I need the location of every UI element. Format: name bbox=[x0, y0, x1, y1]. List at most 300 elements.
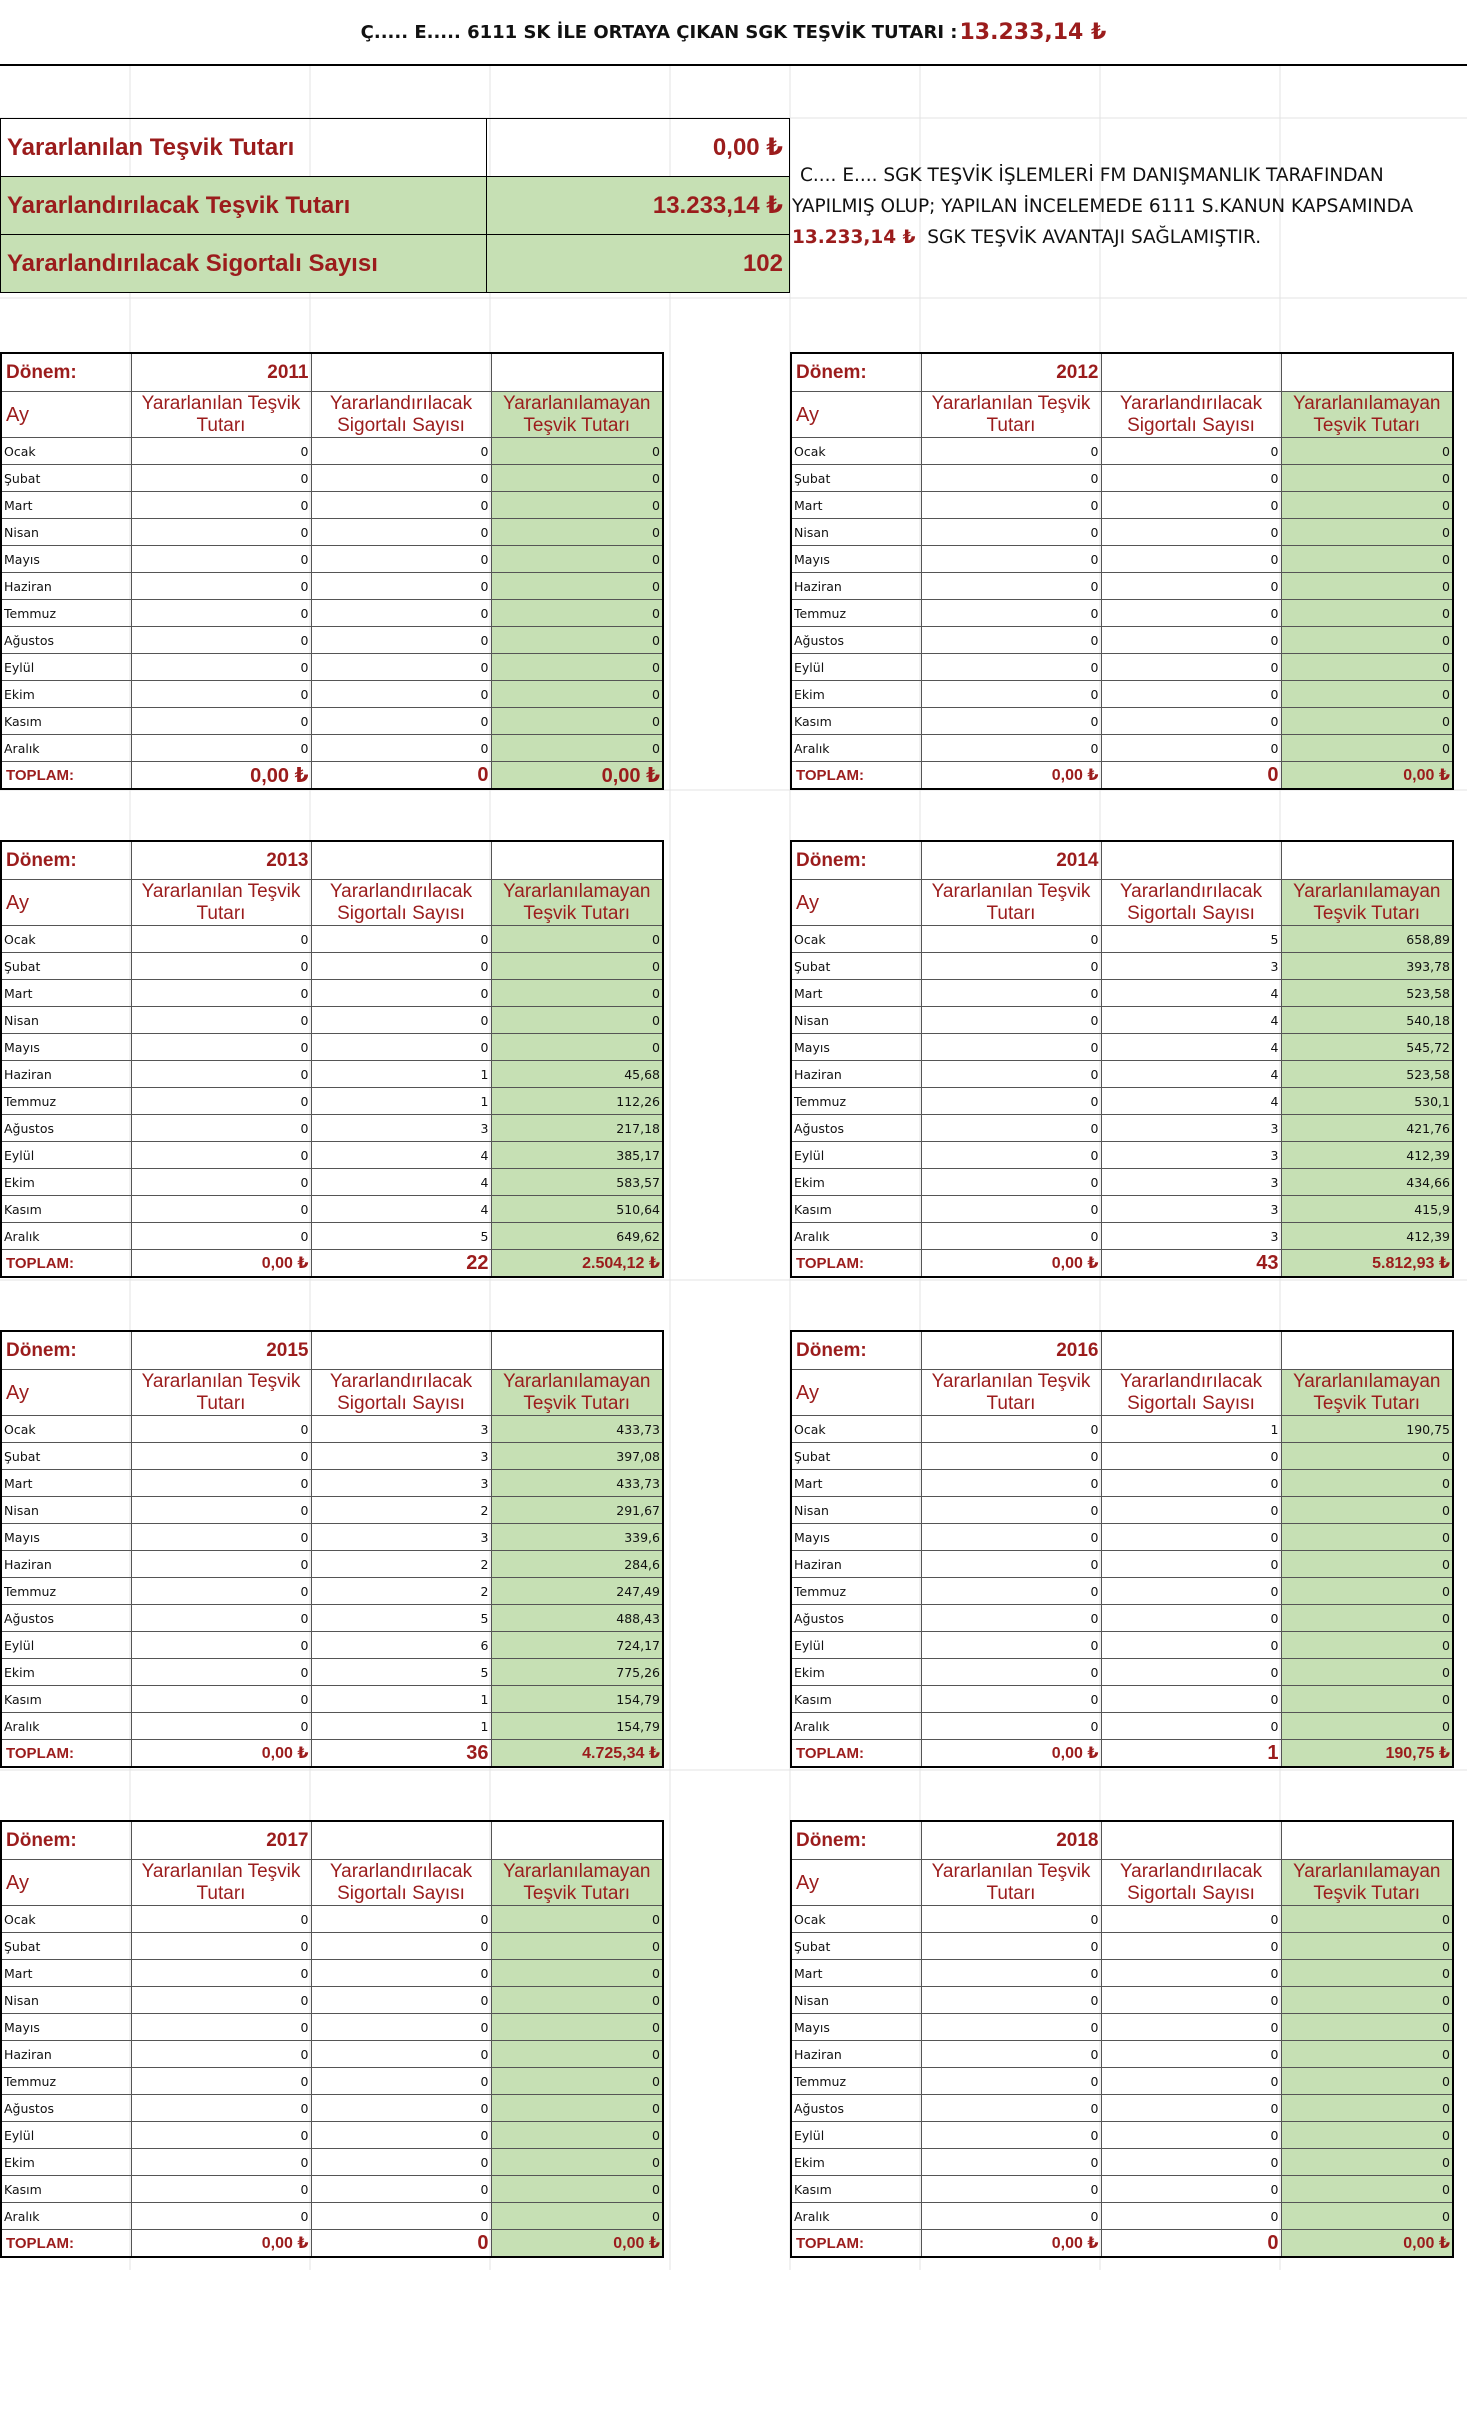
month-cell: Ocak bbox=[1, 1906, 131, 1933]
used-cell: 0 bbox=[131, 519, 311, 546]
unused-cell: 0 bbox=[491, 546, 663, 573]
summary-label: Yararlandırılacak Teşvik Tutarı bbox=[1, 177, 487, 235]
unused-cell: 0 bbox=[491, 2041, 663, 2068]
count-cell: 0 bbox=[1101, 654, 1281, 681]
count-cell: 3 bbox=[1101, 1196, 1281, 1223]
month-cell: Temmuz bbox=[1, 1578, 131, 1605]
unused-cell: 0 bbox=[491, 735, 663, 762]
table-row bbox=[1, 519, 663, 546]
header-blank bbox=[491, 1821, 663, 1860]
table-row bbox=[791, 1960, 1453, 1987]
column-header-month: Ay bbox=[791, 880, 921, 926]
unused-cell: 0 bbox=[491, 600, 663, 627]
unused-cell: 0 bbox=[491, 1007, 663, 1034]
used-cell: 0 bbox=[131, 1578, 311, 1605]
column-header-used: Yararlanılan Teşvik Tutarı bbox=[131, 1370, 311, 1416]
summary-value: 102 bbox=[487, 235, 790, 293]
count-cell: 0 bbox=[311, 2068, 491, 2095]
count-cell: 0 bbox=[311, 926, 491, 953]
unused-cell: 433,73 bbox=[491, 1470, 663, 1497]
month-cell: Şubat bbox=[791, 953, 921, 980]
table-row bbox=[791, 1713, 1453, 1740]
total-used: 0,00 ₺ bbox=[921, 1740, 1101, 1768]
month-cell: Nisan bbox=[791, 519, 921, 546]
month-cell: Aralık bbox=[1, 1223, 131, 1250]
month-cell: Kasım bbox=[791, 2176, 921, 2203]
count-cell: 0 bbox=[311, 1960, 491, 1987]
total-label: TOPLAM: bbox=[1, 2230, 131, 2258]
table-row bbox=[791, 465, 1453, 492]
count-cell: 0 bbox=[1101, 1470, 1281, 1497]
month-cell: Ekim bbox=[791, 1659, 921, 1686]
used-cell: 0 bbox=[921, 1713, 1101, 1740]
period-label: Dönem: bbox=[1, 1821, 131, 1860]
count-cell: 0 bbox=[311, 1987, 491, 2014]
month-cell: Mart bbox=[791, 492, 921, 519]
summary-value: 13.233,14 ₺ bbox=[487, 177, 790, 235]
month-cell: Şubat bbox=[791, 1443, 921, 1470]
used-cell: 0 bbox=[921, 492, 1101, 519]
unused-cell: 0 bbox=[491, 2068, 663, 2095]
count-cell: 0 bbox=[1101, 2014, 1281, 2041]
month-cell: Eylül bbox=[1, 2122, 131, 2149]
used-cell: 0 bbox=[131, 438, 311, 465]
count-cell: 0 bbox=[311, 1034, 491, 1061]
column-header-used: Yararlanılan Teşvik Tutarı bbox=[131, 392, 311, 438]
period-year: 2012 bbox=[921, 353, 1101, 392]
used-cell: 0 bbox=[131, 2041, 311, 2068]
month-cell: Mart bbox=[1, 492, 131, 519]
unused-cell: 0 bbox=[1281, 2176, 1453, 2203]
total-label: TOPLAM: bbox=[1, 1740, 131, 1768]
unused-cell: 0 bbox=[1281, 708, 1453, 735]
table-row bbox=[1, 1987, 663, 2014]
count-cell: 0 bbox=[311, 492, 491, 519]
month-cell: Şubat bbox=[1, 1443, 131, 1470]
month-cell: Mayıs bbox=[1, 546, 131, 573]
month-cell: Kasım bbox=[791, 1196, 921, 1223]
used-cell: 0 bbox=[921, 681, 1101, 708]
count-cell: 0 bbox=[1101, 492, 1281, 519]
total-count: 22 bbox=[311, 1250, 491, 1278]
period-table-2014 bbox=[790, 840, 1454, 1278]
table-row bbox=[791, 1007, 1453, 1034]
count-cell: 1 bbox=[311, 1686, 491, 1713]
used-cell: 0 bbox=[921, 1578, 1101, 1605]
used-cell: 0 bbox=[131, 1088, 311, 1115]
unused-cell: 0 bbox=[491, 980, 663, 1007]
unused-cell: 0 bbox=[491, 926, 663, 953]
month-cell: Şubat bbox=[1, 465, 131, 492]
column-header-used: Yararlanılan Teşvik Tutarı bbox=[131, 1860, 311, 1906]
table-row bbox=[791, 1578, 1453, 1605]
used-cell: 0 bbox=[131, 1524, 311, 1551]
table-row bbox=[791, 735, 1453, 762]
used-cell: 0 bbox=[921, 2203, 1101, 2230]
total-count: 43 bbox=[1101, 1250, 1281, 1278]
table-row bbox=[1, 654, 663, 681]
unused-cell: 0 bbox=[1281, 1713, 1453, 1740]
used-cell: 0 bbox=[921, 1659, 1101, 1686]
used-cell: 0 bbox=[921, 1416, 1101, 1443]
used-cell: 0 bbox=[131, 573, 311, 600]
month-cell: Kasım bbox=[1, 1686, 131, 1713]
header-blank bbox=[1281, 1821, 1453, 1860]
month-cell: Aralık bbox=[791, 735, 921, 762]
count-cell: 0 bbox=[1101, 1524, 1281, 1551]
count-cell: 0 bbox=[1101, 1605, 1281, 1632]
table-row bbox=[1, 600, 663, 627]
total-unused: 0,00 ₺ bbox=[1281, 2230, 1453, 2258]
table-row bbox=[1, 2176, 663, 2203]
total-used: 0,00 ₺ bbox=[131, 1250, 311, 1278]
table-row bbox=[1, 1713, 663, 1740]
total-label: TOPLAM: bbox=[791, 762, 921, 790]
count-cell: 0 bbox=[1101, 2095, 1281, 2122]
unused-cell: 0 bbox=[1281, 1906, 1453, 1933]
unused-cell: 0 bbox=[491, 2176, 663, 2203]
used-cell: 0 bbox=[921, 573, 1101, 600]
month-cell: Nisan bbox=[791, 1497, 921, 1524]
count-cell: 0 bbox=[1101, 546, 1281, 573]
count-cell: 0 bbox=[311, 546, 491, 573]
total-unused: 5.812,93 ₺ bbox=[1281, 1250, 1453, 1278]
used-cell: 0 bbox=[131, 1605, 311, 1632]
unused-cell: 0 bbox=[1281, 1578, 1453, 1605]
month-cell: Eylül bbox=[791, 2122, 921, 2149]
month-cell: Şubat bbox=[1, 1933, 131, 1960]
used-cell: 0 bbox=[131, 1169, 311, 1196]
table-row bbox=[1, 1061, 663, 1088]
column-header-month: Ay bbox=[1, 1370, 131, 1416]
count-cell: 0 bbox=[311, 519, 491, 546]
used-cell: 0 bbox=[131, 1034, 311, 1061]
table-row bbox=[1, 2095, 663, 2122]
month-cell: Aralık bbox=[791, 2203, 921, 2230]
month-cell: Haziran bbox=[791, 1061, 921, 1088]
count-cell: 0 bbox=[1101, 600, 1281, 627]
month-cell: Mayıs bbox=[791, 2014, 921, 2041]
count-cell: 0 bbox=[1101, 1686, 1281, 1713]
table-row bbox=[1, 465, 663, 492]
unused-cell: 0 bbox=[1281, 1960, 1453, 1987]
count-cell: 4 bbox=[1101, 980, 1281, 1007]
month-cell: Ağustos bbox=[791, 1605, 921, 1632]
column-header-unused: Yararlanılamayan Teşvik Tutarı bbox=[1281, 1860, 1453, 1906]
column-header-count: Yararlandırılacak Sigortalı Sayısı bbox=[1101, 392, 1281, 438]
table-row bbox=[791, 1906, 1453, 1933]
period-label: Dönem: bbox=[791, 1331, 921, 1370]
month-cell: Eylül bbox=[791, 654, 921, 681]
table-row bbox=[1, 681, 663, 708]
table-row bbox=[791, 1142, 1453, 1169]
note-line bbox=[792, 222, 1462, 253]
month-cell: Ağustos bbox=[791, 1115, 921, 1142]
month-cell: Haziran bbox=[791, 1551, 921, 1578]
table-row bbox=[1, 1088, 663, 1115]
table-row bbox=[791, 2068, 1453, 2095]
count-cell: 0 bbox=[1101, 1713, 1281, 1740]
used-cell: 0 bbox=[921, 1034, 1101, 1061]
count-cell: 0 bbox=[1101, 1497, 1281, 1524]
count-cell: 4 bbox=[311, 1196, 491, 1223]
month-cell: Şubat bbox=[1, 953, 131, 980]
month-cell: Eylül bbox=[1, 654, 131, 681]
count-cell: 5 bbox=[311, 1659, 491, 1686]
used-cell: 0 bbox=[921, 708, 1101, 735]
table-row bbox=[791, 2176, 1453, 2203]
count-cell: 0 bbox=[311, 2122, 491, 2149]
used-cell: 0 bbox=[131, 1713, 311, 1740]
count-cell: 4 bbox=[1101, 1007, 1281, 1034]
total-unused: 0,00 ₺ bbox=[1281, 762, 1453, 790]
count-cell: 0 bbox=[311, 2176, 491, 2203]
month-cell: Ekim bbox=[791, 1169, 921, 1196]
month-cell: Haziran bbox=[1, 573, 131, 600]
table-row bbox=[1, 1686, 663, 1713]
unused-cell: 0 bbox=[491, 708, 663, 735]
used-cell: 0 bbox=[921, 1223, 1101, 1250]
unused-cell: 45,68 bbox=[491, 1061, 663, 1088]
count-cell: 0 bbox=[1101, 2122, 1281, 2149]
used-cell: 0 bbox=[131, 2203, 311, 2230]
count-cell: 0 bbox=[311, 1007, 491, 1034]
header-blank bbox=[1101, 353, 1281, 392]
column-header-unused: Yararlanılamayan Teşvik Tutarı bbox=[1281, 392, 1453, 438]
total-count: 0 bbox=[1101, 762, 1281, 790]
table-row bbox=[1, 2149, 663, 2176]
unused-cell: 0 bbox=[491, 654, 663, 681]
unused-cell: 0 bbox=[1281, 1686, 1453, 1713]
used-cell: 0 bbox=[921, 1443, 1101, 1470]
period-table-2011 bbox=[0, 352, 664, 790]
period-label: Dönem: bbox=[791, 353, 921, 392]
total-label: TOPLAM: bbox=[791, 2230, 921, 2258]
month-cell: Kasım bbox=[1, 708, 131, 735]
table-row bbox=[791, 1196, 1453, 1223]
month-cell: Ocak bbox=[791, 926, 921, 953]
count-cell: 4 bbox=[311, 1142, 491, 1169]
month-cell: Nisan bbox=[791, 1007, 921, 1034]
unused-cell: 0 bbox=[491, 1933, 663, 1960]
note-text: SGK TEŞVİK AVANTAJI SAĞLAMIŞTIR. bbox=[915, 227, 1262, 248]
month-cell: Eylül bbox=[791, 1632, 921, 1659]
used-cell: 0 bbox=[921, 926, 1101, 953]
used-cell: 0 bbox=[131, 1551, 311, 1578]
unused-cell: 0 bbox=[491, 2203, 663, 2230]
column-header-month: Ay bbox=[791, 1370, 921, 1416]
unused-cell: 0 bbox=[1281, 1470, 1453, 1497]
table-row bbox=[1, 2014, 663, 2041]
unused-cell: 433,73 bbox=[491, 1416, 663, 1443]
total-label: TOPLAM: bbox=[791, 1740, 921, 1768]
total-used: 0,00 ₺ bbox=[131, 2230, 311, 2258]
table-row bbox=[791, 1443, 1453, 1470]
count-cell: 3 bbox=[311, 1443, 491, 1470]
used-cell: 0 bbox=[131, 1497, 311, 1524]
period-label: Dönem: bbox=[791, 841, 921, 880]
unused-cell: 0 bbox=[1281, 2203, 1453, 2230]
column-header-unused: Yararlanılamayan Teşvik Tutarı bbox=[491, 880, 663, 926]
count-cell: 0 bbox=[1101, 438, 1281, 465]
unused-cell: 488,43 bbox=[491, 1605, 663, 1632]
period-table-2016 bbox=[790, 1330, 1454, 1768]
table-row bbox=[1, 2068, 663, 2095]
total-unused: 4.725,34 ₺ bbox=[491, 1740, 663, 1768]
month-cell: Mayıs bbox=[1, 1034, 131, 1061]
used-cell: 0 bbox=[131, 600, 311, 627]
table-row bbox=[791, 492, 1453, 519]
note-line: YAPILMIŞ OLUP; YAPILAN İNCELEMEDE 6111 S.KANUN KAPSAMINDA bbox=[792, 196, 1414, 217]
count-cell: 5 bbox=[311, 1605, 491, 1632]
used-cell: 0 bbox=[921, 2041, 1101, 2068]
count-cell: 0 bbox=[1101, 1933, 1281, 1960]
unused-cell: 0 bbox=[1281, 519, 1453, 546]
table-row bbox=[1, 1416, 663, 1443]
period-label: Dönem: bbox=[1, 1331, 131, 1370]
month-cell: Mart bbox=[1, 980, 131, 1007]
used-cell: 0 bbox=[921, 2095, 1101, 2122]
month-cell: Aralık bbox=[791, 1713, 921, 1740]
unused-cell: 0 bbox=[491, 438, 663, 465]
total-unused: 2.504,12 ₺ bbox=[491, 1250, 663, 1278]
unused-cell: 415,9 bbox=[1281, 1196, 1453, 1223]
column-header-used: Yararlanılan Teşvik Tutarı bbox=[921, 880, 1101, 926]
month-cell: Temmuz bbox=[1, 2068, 131, 2095]
column-header-count: Yararlandırılacak Sigortalı Sayısı bbox=[311, 880, 491, 926]
table-row bbox=[1, 1524, 663, 1551]
unused-cell: 0 bbox=[1281, 1987, 1453, 2014]
month-cell: Ocak bbox=[1, 1416, 131, 1443]
count-cell: 3 bbox=[311, 1115, 491, 1142]
unused-cell: 530,1 bbox=[1281, 1088, 1453, 1115]
month-cell: Mayıs bbox=[791, 546, 921, 573]
unused-cell: 0 bbox=[1281, 573, 1453, 600]
month-cell: Temmuz bbox=[791, 600, 921, 627]
header-blank bbox=[311, 1821, 491, 1860]
unused-cell: 0 bbox=[1281, 600, 1453, 627]
month-cell: Temmuz bbox=[1, 600, 131, 627]
used-cell: 0 bbox=[921, 2176, 1101, 2203]
period-table-2012 bbox=[790, 352, 1454, 790]
count-cell: 0 bbox=[1101, 2176, 1281, 2203]
total-count: 1 bbox=[1101, 1740, 1281, 1768]
used-cell: 0 bbox=[131, 2122, 311, 2149]
unused-cell: 412,39 bbox=[1281, 1223, 1453, 1250]
count-cell: 0 bbox=[311, 735, 491, 762]
used-cell: 0 bbox=[131, 1933, 311, 1960]
count-cell: 4 bbox=[1101, 1034, 1281, 1061]
unused-cell: 0 bbox=[491, 953, 663, 980]
unused-cell: 0 bbox=[491, 1034, 663, 1061]
table-row bbox=[791, 2122, 1453, 2149]
unused-cell: 775,26 bbox=[491, 1659, 663, 1686]
table-row bbox=[791, 681, 1453, 708]
unused-cell: 421,76 bbox=[1281, 1115, 1453, 1142]
unused-cell: 0 bbox=[491, 2014, 663, 2041]
unused-cell: 0 bbox=[1281, 735, 1453, 762]
used-cell: 0 bbox=[131, 1470, 311, 1497]
table-row bbox=[791, 708, 1453, 735]
count-cell: 0 bbox=[1101, 1443, 1281, 1470]
used-cell: 0 bbox=[131, 465, 311, 492]
table-row bbox=[1, 1142, 663, 1169]
period-label: Dönem: bbox=[1, 353, 131, 392]
count-cell: 3 bbox=[1101, 1223, 1281, 1250]
table-row bbox=[791, 1497, 1453, 1524]
table-row bbox=[1, 438, 663, 465]
month-cell: Mart bbox=[791, 1470, 921, 1497]
count-cell: 0 bbox=[1101, 627, 1281, 654]
unused-cell: 0 bbox=[1281, 1933, 1453, 1960]
table-row bbox=[791, 1686, 1453, 1713]
used-cell: 0 bbox=[921, 1960, 1101, 1987]
count-cell: 0 bbox=[1101, 1632, 1281, 1659]
unused-cell: 0 bbox=[1281, 2014, 1453, 2041]
count-cell: 0 bbox=[311, 2041, 491, 2068]
count-cell: 3 bbox=[311, 1416, 491, 1443]
table-row bbox=[1, 1632, 663, 1659]
table-row bbox=[791, 980, 1453, 1007]
count-cell: 0 bbox=[1101, 708, 1281, 735]
month-cell: Temmuz bbox=[791, 1088, 921, 1115]
used-cell: 0 bbox=[921, 600, 1101, 627]
used-cell: 0 bbox=[131, 2014, 311, 2041]
unused-cell: 0 bbox=[491, 2095, 663, 2122]
used-cell: 0 bbox=[921, 2014, 1101, 2041]
table-row bbox=[1, 1443, 663, 1470]
used-cell: 0 bbox=[921, 1196, 1101, 1223]
month-cell: Nisan bbox=[1, 519, 131, 546]
month-cell: Temmuz bbox=[1, 1088, 131, 1115]
month-cell: Mart bbox=[791, 1960, 921, 1987]
count-cell: 0 bbox=[1101, 2149, 1281, 2176]
used-cell: 0 bbox=[921, 1632, 1101, 1659]
used-cell: 0 bbox=[921, 1686, 1101, 1713]
table-row bbox=[791, 1416, 1453, 1443]
count-cell: 0 bbox=[311, 953, 491, 980]
used-cell: 0 bbox=[131, 1659, 311, 1686]
count-cell: 0 bbox=[1101, 573, 1281, 600]
count-cell: 3 bbox=[311, 1470, 491, 1497]
count-cell: 1 bbox=[1101, 1416, 1281, 1443]
table-row bbox=[791, 2041, 1453, 2068]
unused-cell: 724,17 bbox=[491, 1632, 663, 1659]
total-label: TOPLAM: bbox=[1, 762, 131, 790]
unused-cell: 0 bbox=[1281, 1632, 1453, 1659]
column-header-month: Ay bbox=[1, 880, 131, 926]
column-header-month: Ay bbox=[791, 392, 921, 438]
used-cell: 0 bbox=[131, 980, 311, 1007]
used-cell: 0 bbox=[921, 953, 1101, 980]
unused-cell: 0 bbox=[1281, 2068, 1453, 2095]
count-cell: 2 bbox=[311, 1578, 491, 1605]
table-row bbox=[1, 980, 663, 1007]
count-cell: 1 bbox=[311, 1088, 491, 1115]
count-cell: 0 bbox=[1101, 1987, 1281, 2014]
count-cell: 0 bbox=[311, 654, 491, 681]
header-blank bbox=[491, 841, 663, 880]
month-cell: Şubat bbox=[791, 1933, 921, 1960]
count-cell: 4 bbox=[1101, 1088, 1281, 1115]
used-cell: 0 bbox=[131, 2149, 311, 2176]
table-row bbox=[791, 438, 1453, 465]
month-cell: Ocak bbox=[1, 926, 131, 953]
table-row bbox=[1, 1034, 663, 1061]
table-row bbox=[1, 1470, 663, 1497]
table-row bbox=[791, 2149, 1453, 2176]
table-row bbox=[791, 519, 1453, 546]
